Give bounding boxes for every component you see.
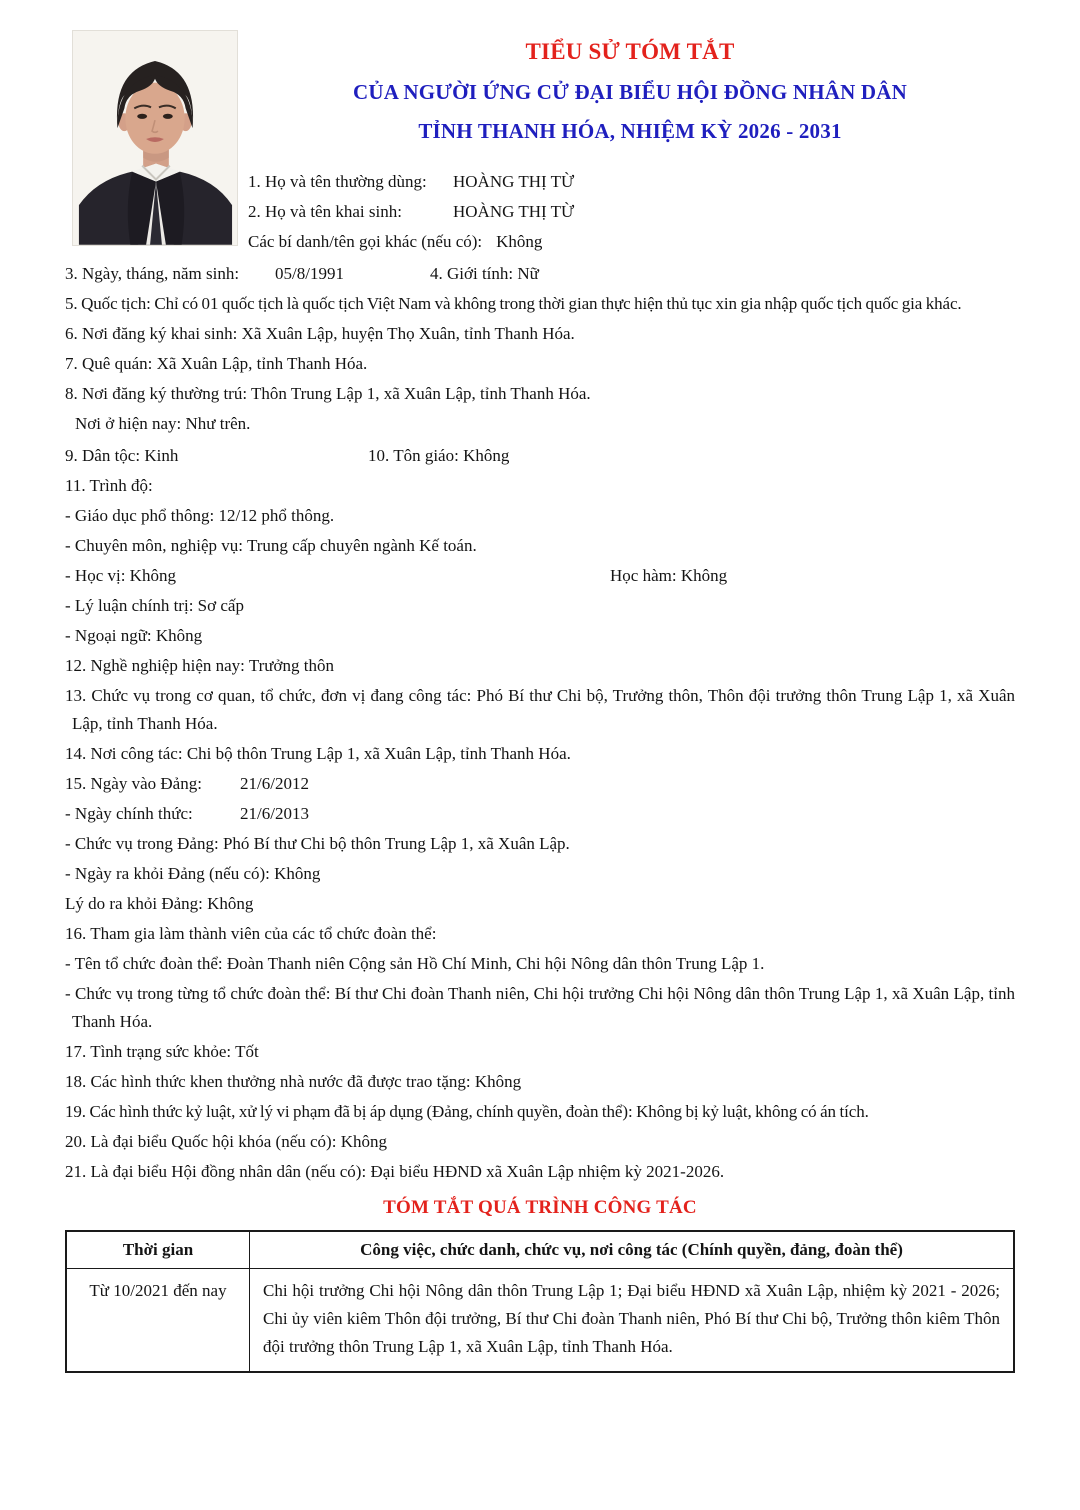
field-state-awards: 18. Các hình thức khen thưởng nhà nước đã được trao tặng: Không: [65, 1072, 522, 1091]
work-history-detail-header: Công việc, chức danh, chức vụ, nơi công tác (Chính quyền, đảng, đoàn thể): [250, 1231, 1015, 1269]
common-name-label: 1. Họ và tên thường dùng:: [248, 172, 427, 191]
work-history-time-cell: Từ 10/2021 đến nay: [66, 1269, 250, 1373]
field-birthdate-gender: [65, 260, 1015, 288]
field-birth-name: [248, 198, 1015, 226]
field-alias: [248, 228, 1015, 256]
field-political-theory: - Lý luận chính trị: Sơ cấp: [65, 596, 244, 615]
field-party-position: - Chức vụ trong Đảng: Phó Bí thư Chi bộ thôn Trung Lập 1, xã Xuân Lập.: [65, 834, 570, 853]
field-current-occupation: 12. Nghề nghiệp hiện nay: Trưởng thôn: [65, 656, 334, 675]
religion-field: 10. Tôn giáo: Không: [368, 446, 510, 465]
field-academic-degree-rank: [65, 562, 1015, 590]
academic-degree-field: - Học vị: Không: [65, 566, 176, 585]
work-history-row: [66, 1269, 1014, 1373]
field-foreign-language: - Ngoại ngữ: Không: [65, 626, 203, 645]
field-party-exit-date: - Ngày ra khỏi Đảng (nếu có): Không: [65, 864, 321, 883]
field-disciplinary-record: 19. Các hình thức kỷ luật, xử lý vi phạm đã bị áp dụng (Đảng, chính quyền, đoàn thể): Không bị kỷ luật, không có án tích.: [65, 1102, 869, 1121]
party-official-value: 21/6/2013: [240, 804, 309, 823]
work-history-table: [65, 1230, 1015, 1373]
field-education-heading: 11. Trình độ:: [65, 476, 153, 495]
work-history-heading: TÓM TẮT QUÁ TRÌNH CÔNG TÁC: [383, 1197, 697, 1218]
field-national-assembly: 20. Là đại biểu Quốc hội khóa (nếu có): Không: [65, 1132, 387, 1151]
party-official-label: - Ngày chính thức:: [65, 804, 193, 823]
academic-rank-field: Học hàm: Không: [610, 566, 728, 585]
field-workplace: 14. Nơi công tác: Chi bộ thôn Trung Lập 1, xã Xuân Lập, tỉnh Thanh Hóa.: [65, 744, 571, 763]
common-name-value: HOÀNG THỊ TỪ: [453, 172, 575, 191]
field-general-education: - Giáo dục phổ thông: 12/12 phổ thông.: [65, 506, 335, 525]
field-common-name: [248, 168, 1015, 196]
field-current-residence: Nơi ở hiện nay: Như trên.: [75, 414, 251, 433]
alias-label: Các bí danh/tên gọi khác (nếu có):: [248, 232, 483, 251]
gender-field: 4. Giới tính: Nữ: [430, 264, 539, 283]
candidate-portrait-photo: [72, 30, 238, 246]
field-organizations-heading: 16. Tham gia làm thành viên của các tổ chức đoàn thể:: [65, 924, 437, 943]
birth-name-label: 2. Họ và tên khai sinh:: [248, 202, 402, 221]
ethnicity-field: 9. Dân tộc: Kinh: [65, 446, 179, 465]
field-health-status: 17. Tình trạng sức khỏe: Tốt: [65, 1042, 259, 1061]
field-current-position: 13. Chức vụ trong cơ quan, tổ chức, đơn vị đang công tác: Phó Bí thư Chi bộ, Trưởng thôn, Thôn đội trưởng thôn Trung Lập 1, xã Xuân Lập, tỉnh Thanh Hóa.: [65, 686, 1015, 733]
field-peoples-council: 21. Là đại biểu Hội đồng nhân dân (nếu có): Đại biểu HĐND xã Xuân Lập nhiệm kỳ 2021-2026.: [65, 1162, 725, 1181]
alias-value: Không: [496, 232, 543, 251]
field-organization-positions: - Chức vụ trong từng tổ chức đoàn thể: Bí thư Chi đoàn Thanh niên, Chi hội trưởng Chi hội Nông dân thôn Trung Lập 1, xã Xuân Lập, tỉnh Thanh Hóa.: [65, 984, 1015, 1031]
work-history-header-row: [66, 1231, 1014, 1269]
document-subtitle-1: CỦA NGƯỜI ỨNG CỬ ĐẠI BIỂU HỘI ĐỒNG NHÂN DÂN: [352, 80, 908, 104]
document-header: [180, 0, 1080, 144]
field-birth-registration: 6. Nơi đăng ký khai sinh: Xã Xuân Lập, huyện Thọ Xuân, tỉnh Thanh Hóa.: [65, 324, 575, 343]
birthdate-value: 05/8/1991: [275, 264, 344, 283]
work-history-detail-cell: Chi hội trưởng Chi hội Nông dân thôn Trung Lập 1; Đại biểu HĐND xã Xuân Lập, nhiệm kỳ 2021 - 2026; Chi ủy viên kiêm Thôn đội trưởng, Bí thư Chi đoàn Thanh niên, Phó Bí thư Chi bộ, Trưởng thôn kiêm Thôn đội trưởng thôn Trung Lập 1, xã Xuân Lập, tỉnh Thanh Hóa.: [250, 1269, 1015, 1373]
field-professional-education: - Chuyên môn, nghiệp vụ: Trung cấp chuyên ngành Kế toán.: [65, 536, 477, 555]
portrait-photo-illustration: [73, 31, 237, 245]
document-title: TIỂU SỬ TÓM TẮT: [525, 39, 735, 64]
field-party-official-date: [65, 800, 1015, 828]
party-admission-value: 21/6/2012: [240, 774, 309, 793]
name-fields-block: [248, 168, 1015, 256]
party-admission-label: 15. Ngày vào Đảng:: [65, 774, 202, 793]
field-ethnicity-religion: [65, 442, 1015, 470]
birth-name-value: HOÀNG THỊ TỪ: [453, 202, 575, 221]
document-body: [0, 168, 1080, 1373]
field-organization-names: - Tên tổ chức đoàn thể: Đoàn Thanh niên Cộng sản Hồ Chí Minh, Chi hội Nông dân thôn Trung Lập 1.: [65, 954, 765, 973]
birthdate-label: 3. Ngày, tháng, năm sinh:: [65, 264, 240, 283]
field-party-admission-date: [65, 770, 1015, 798]
work-history-time-header: Thời gian: [66, 1231, 250, 1269]
field-nationality: 5. Quốc tịch: Chỉ có 01 quốc tịch là quốc tịch Việt Nam và không trong thời gian thực hiện thủ tục xin gia nhập quốc tịch quốc gia khác.: [65, 294, 962, 313]
document-subtitle-2: TỈNH THANH HÓA, NHIỆM KỲ 2026 - 2031: [418, 119, 842, 143]
field-hometown: 7. Quê quán: Xã Xuân Lập, tỉnh Thanh Hóa.: [65, 354, 368, 373]
field-party-exit-reason: Lý do ra khỏi Đảng: Không: [65, 894, 254, 913]
field-permanent-residence: 8. Nơi đăng ký thường trú: Thôn Trung Lập 1, xã Xuân Lập, tỉnh Thanh Hóa.: [65, 384, 591, 403]
